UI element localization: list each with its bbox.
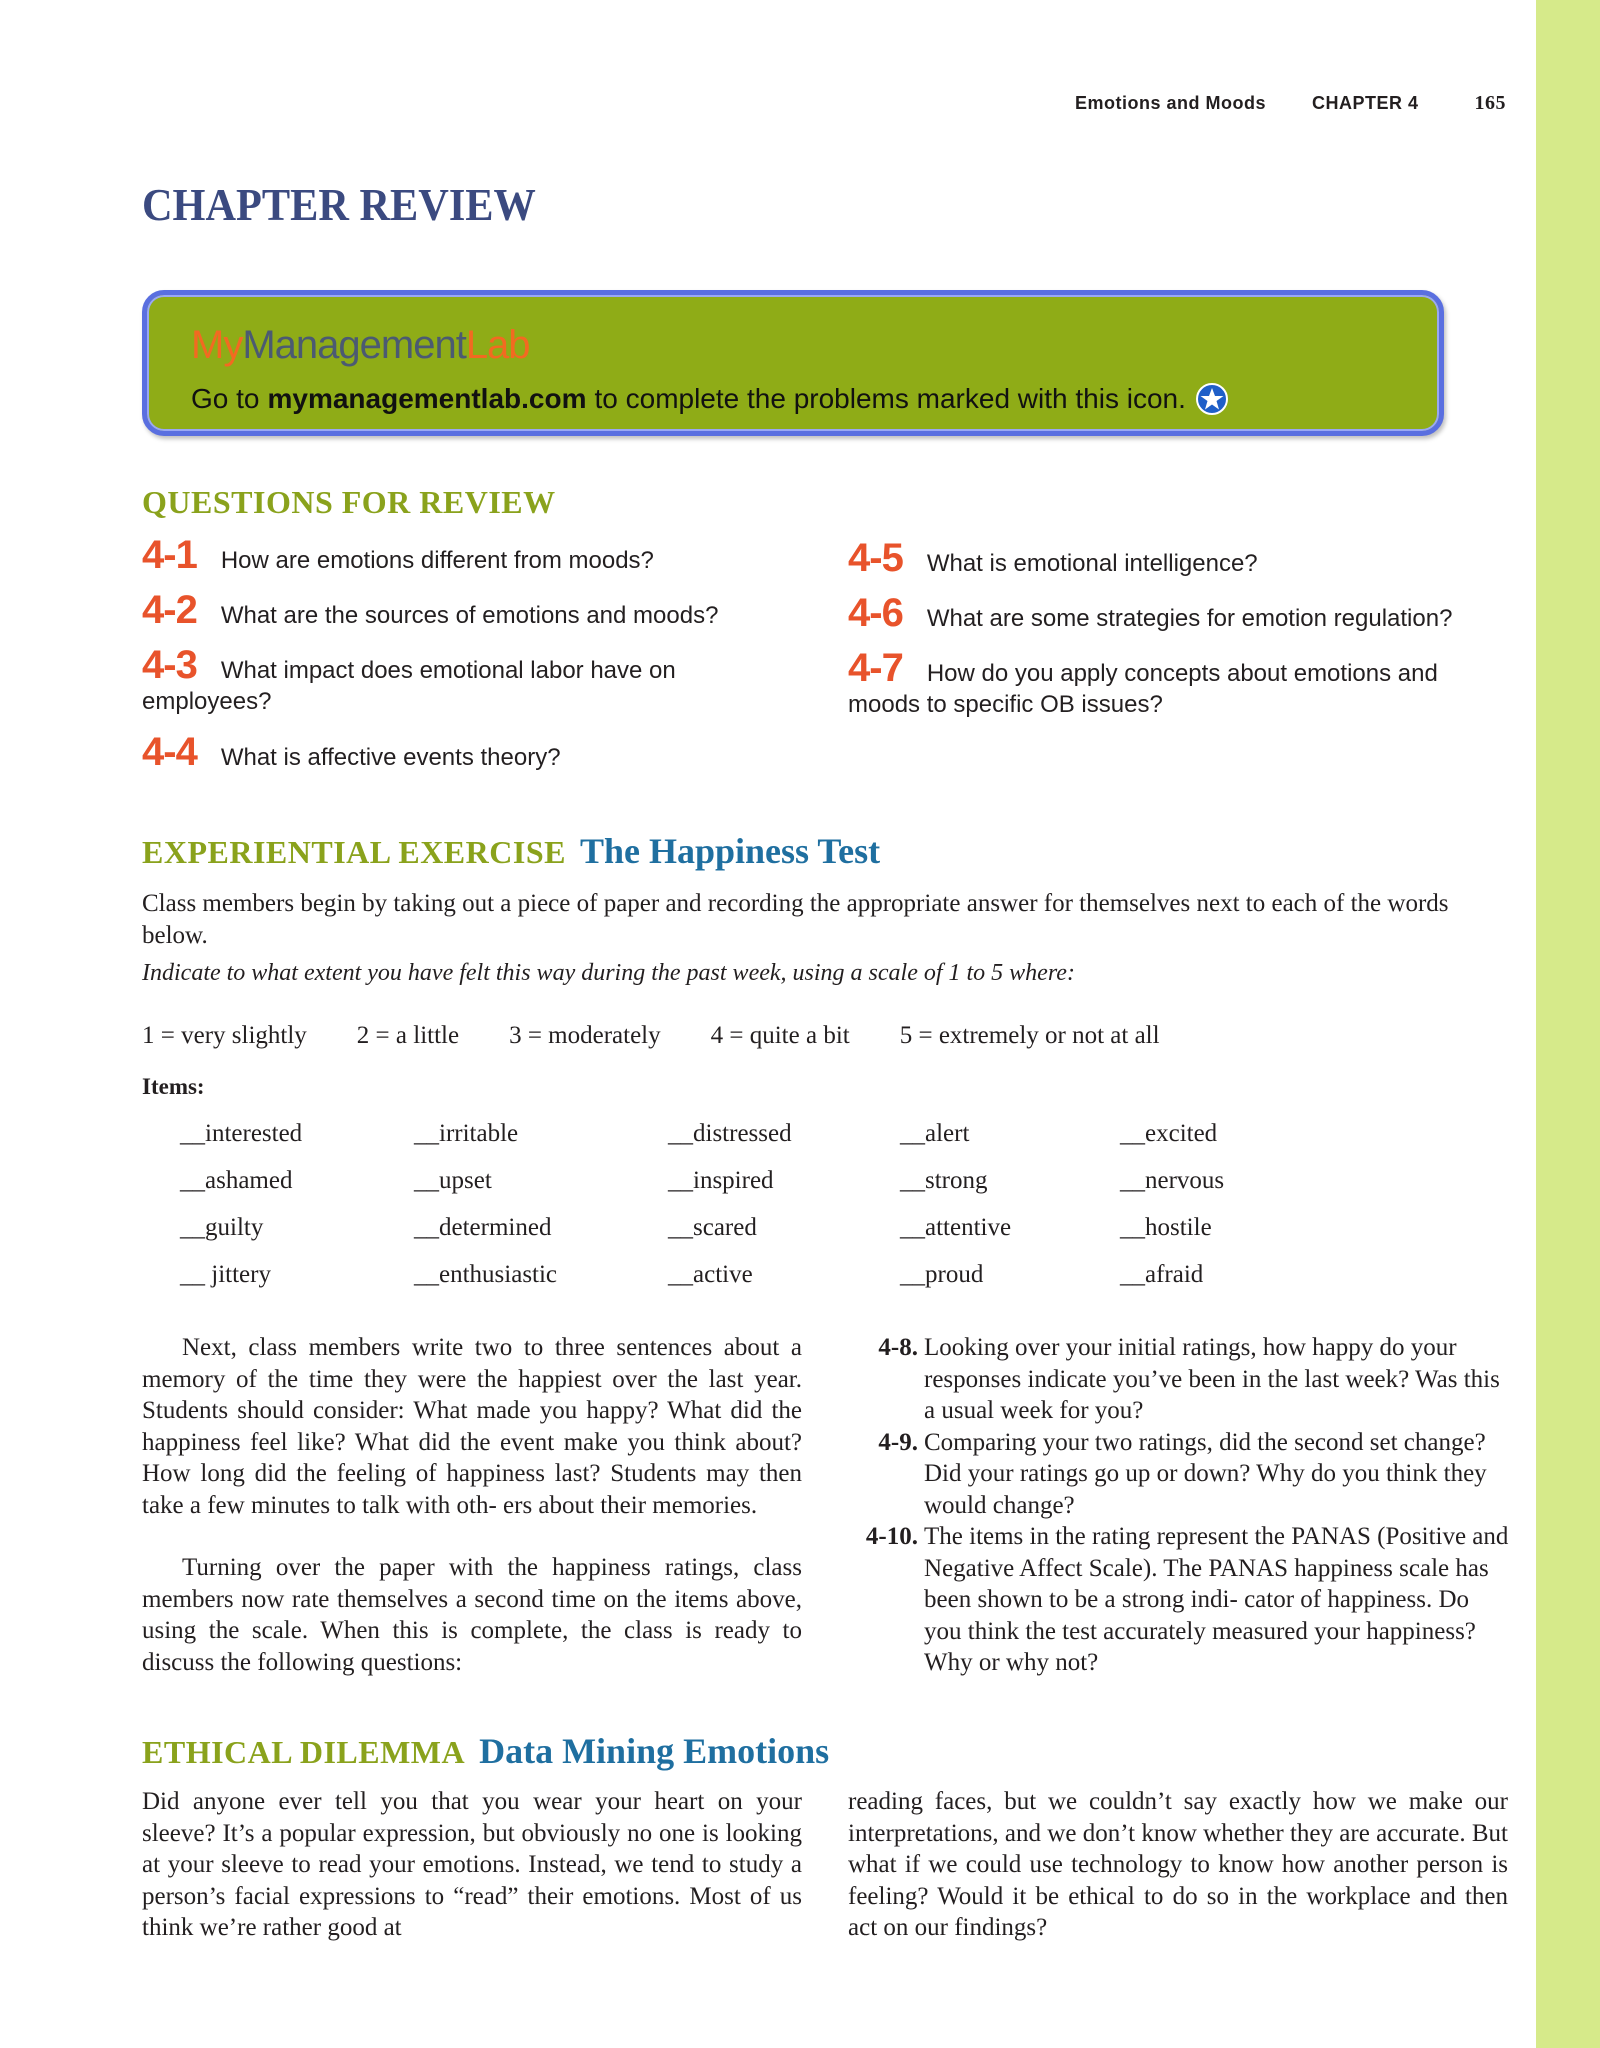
item-ashamed: __ashamed <box>180 1167 293 1194</box>
scale-1: 1 = very slightly <box>142 1022 307 1049</box>
item-enthusiastic: __enthusiastic <box>414 1261 558 1288</box>
discussion-question-4-9: 4-9. Comparing your two ratings, did the second set change? Did your ratings go up or down? Why do you think they would change? <box>878 1428 1487 1519</box>
ethical-heading: ETHICAL DILEMMA Data Mining Emotions <box>142 1731 830 1771</box>
item-guilty: __guilty <box>180 1214 264 1241</box>
item-active: __active <box>668 1261 753 1288</box>
ethical-paragraph-col1: Did anyone ever tell you that you wear your heart on your sleeve? It’s a popular expression, but obviously no one is looking at your sleeve to read your emotions. Instead, we tend to study a person’s facial expressions to “read” their emotions. Most of us think we’re rather good at <box>142 1788 802 1941</box>
scale-5: 5 = extremely or not at all <box>899 1022 1160 1049</box>
item-proud: __proud <box>900 1261 984 1288</box>
ethical-paragraph-col2: reading faces, but we couldn’t say exactly how we make our interpretations, and we don’t know whether they are accurate. But what if we could use technology to know how another person is feeling? Would it be ethical to do so in the workplace and then act on our findings? <box>848 1788 1508 1941</box>
item-interested: __interested <box>180 1120 303 1147</box>
scale-2: 2 = a little <box>356 1022 460 1049</box>
discussion-question-4-10: 4-10. The items in the rating represent the PANAS (Positive and Negative Affect Scale). The PANAS happiness scale has been shown to be a strong indi- cator of happiness. Do you think the test accurately measured your happiness? Why or why not? <box>865 1523 1509 1676</box>
item-afraid: __afraid <box>1120 1261 1204 1288</box>
item-attentive: __attentive <box>900 1214 1012 1241</box>
question-4-1: 4-1 How are emotions different from moods? <box>142 533 654 577</box>
experiential-heading: EXPERIENTIAL EXERCISE The Happiness Test <box>142 831 881 871</box>
question-4-6: 4-6 What are some strategies for emotion regulation? <box>848 591 1453 635</box>
running-head <box>1075 92 1506 115</box>
question-4-4: 4-4 What is affective events theory? <box>142 730 561 774</box>
questions-heading: QUESTIONS FOR REVIEW <box>142 484 556 520</box>
item-nervous: __nervous <box>1120 1167 1225 1194</box>
item-excited: __excited <box>1120 1120 1218 1147</box>
experiential-paragraph-2: Turning over the paper with the happiness ratings, class members now rate themselves a second time on the items above, using the scale. When this is complete, the class is ready to discuss the following questions: <box>142 1554 802 1676</box>
page-number: 165 <box>1474 92 1506 114</box>
item-irritable: __irritable <box>414 1120 519 1147</box>
question-4-7: 4-7 How do you apply concepts about emotions and moods to specific OB issues? <box>848 646 1438 718</box>
item-inspired: __inspired <box>668 1167 774 1194</box>
experiential-subheading: The Happiness Test <box>579 831 881 871</box>
question-4-2: 4-2 What are the sources of emotions and moods? <box>142 588 719 632</box>
mymanagementlab-url[interactable]: mymanagementlab.com <box>267 383 587 414</box>
item-determined: __determined <box>414 1214 552 1241</box>
question-4-3: 4-3 What impact does emotional labor have on employees? <box>142 643 676 715</box>
mymanagementlab-logo: MyManagementLab <box>191 323 530 367</box>
running-head-section: Emotions and Moods <box>1074 93 1266 113</box>
question-4-5: 4-5 What is emotional intelligence? <box>848 536 1258 580</box>
running-head-chapter: CHAPTER 4 <box>1311 93 1419 113</box>
item-alert: __alert <box>900 1120 970 1147</box>
item-distressed: __distressed <box>668 1120 792 1147</box>
side-color-strip <box>1536 0 1600 2048</box>
mymanagementlab-instruction: Go to mymanagementlab.com to complete the problems marked with this icon. <box>191 383 1228 415</box>
item-strong: __strong <box>900 1167 988 1194</box>
rating-scale <box>142 1022 1160 1050</box>
experiential-intro: Class members begin by taking out a piece of paper and recording the appropriate answer for themselves next to each of the words below. <box>142 890 1449 949</box>
discussion-questions <box>864 1332 1510 1679</box>
item-hostile: __hostile <box>1120 1214 1212 1241</box>
item-jittery: __ jittery <box>180 1261 271 1288</box>
items-label: Items: <box>142 1074 205 1099</box>
experiential-paragraph-1: Next, class members write two to three sentences about a memory of the time they were the happiest over the last year. Students should consider: What made you happy? What did the happiness feel like? What did the event make you think about? How long did the feeling of happiness last? Students may then take a few minutes to talk with oth- ers about their memories. <box>142 1334 802 1519</box>
chapter-title: CHAPTER REVIEW <box>142 179 536 230</box>
experiential-instruction: Indicate to what extent you have felt this way during the past week, using a scale of 1 to 5 where: <box>142 960 1075 986</box>
ethical-subheading: Data Mining Emotions <box>479 1731 830 1771</box>
star-icon <box>1196 383 1228 415</box>
scale-3: 3 = moderately <box>509 1022 661 1049</box>
mymanagementlab-banner <box>142 290 1444 436</box>
discussion-question-4-8: 4-8. Looking over your initial ratings, how happy do your responses indicate you’ve been in the last week? Was this a usual week for you? <box>878 1334 1500 1424</box>
scale-4: 4 = quite a bit <box>710 1022 850 1049</box>
item-scared: __scared <box>668 1214 757 1241</box>
item-upset: __upset <box>414 1167 492 1194</box>
